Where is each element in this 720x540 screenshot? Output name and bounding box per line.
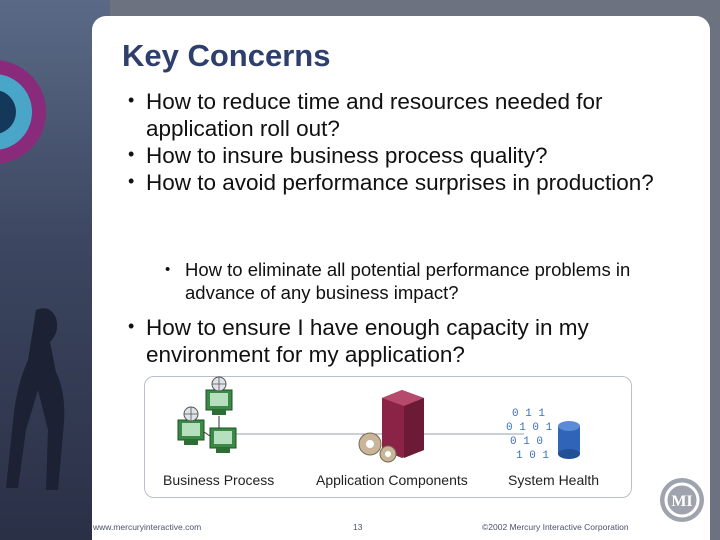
logo-mark-icon	[660, 478, 704, 522]
binary-data-database-icon	[506, 408, 580, 462]
main-bullet-list	[128, 88, 688, 196]
footer-page-number: 13	[353, 522, 363, 532]
svg-text:0 1 1: 0 1 1	[512, 408, 546, 420]
sub-bullet-list	[165, 258, 685, 304]
diagram-graphics	[144, 376, 631, 476]
diagram-label-system-health: System Health	[508, 472, 600, 488]
svg-text:MI: MI	[671, 493, 693, 510]
sub-bullet-item: • How to eliminate all potential performance problems in advance of any business impact?	[165, 258, 685, 304]
company-logo	[660, 478, 704, 522]
server-with-gears-icon	[359, 390, 424, 462]
svg-text:0 1 0: 0 1 0	[510, 436, 544, 448]
footer-website: www.mercuryinteractive.com	[93, 522, 202, 532]
slide-title: Key Concerns	[122, 38, 331, 73]
footer-copyright: ©2002 Mercury Interactive Corporation	[482, 522, 629, 532]
svg-text:1 0 1: 1 0 1	[516, 450, 550, 462]
diagram-label-business-process: Business Process	[163, 472, 275, 488]
svg-text:0 1 0 1: 0 1 0 1	[506, 422, 553, 434]
bullet-item: • How to avoid performance surprises in production?	[128, 169, 688, 196]
bullet-item: • How to ensure I have enough capacity in my environment for my application?	[128, 314, 688, 368]
capacity-bullet-list	[128, 314, 688, 368]
networked-computers-icon	[178, 377, 236, 453]
diagram-label-application-components: Application Components	[316, 472, 468, 488]
bullet-item: • How to insure business process quality?	[128, 142, 688, 169]
person-silhouette	[6, 300, 76, 490]
bullet-item: • How to reduce time and resources needed for application roll out?	[128, 88, 688, 142]
